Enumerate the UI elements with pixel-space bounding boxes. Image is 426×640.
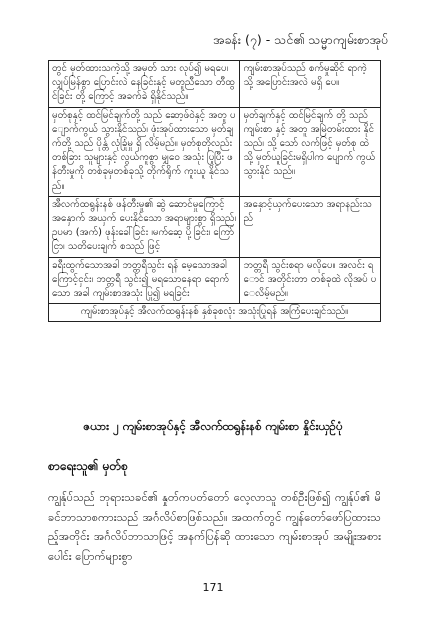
table-row: [49, 257, 381, 304]
page-number: 171: [202, 581, 224, 594]
table-footer-note: ကျမ်းစာအုပ်နှင့် အီလက်ထရွန်းနစ် နှစ်ခုစလုံး အသုံးပြုရန် အကြံပေးချင်သည်။: [49, 304, 381, 322]
comparison-table: [48, 60, 381, 322]
table-row: [49, 61, 381, 108]
table-cell-electronic: ကျမ်းစာအုပ်သည် စက်မှုဆိုင် ရာကဲ့ သို့ အပြောင်းအလဲ မရှိ ပေ။: [240, 61, 381, 108]
table-cell-print: တွင် မှတ်ထားသကဲ့သို့ အမှတ် သား လုပ်၍ မရပေ၊ လျှပ်မြန်စွာ ပြောင်းလဲ နေခြင်းနှင့် မတူညီသော တီထွင်ခြင်း တို့ ကြောင့် အခက်ခဲ ရှိနိုင်သည်။: [49, 61, 240, 108]
table-footer-row: [49, 304, 381, 322]
table-caption: ဇယား ၂ ကျမ်းစာအုပ်နှင့် အီလက်ထရွန်းနစ် ကျမ်းစာ နှိုင်းယှဉ်ပုံ: [83, 419, 343, 433]
body-paragraph: ကျွန်ုပ်သည် ဘုရားသခင်၏ နှုတ်ကပတ်တော် လေ့လာသူ တစ်ဦးဖြစ်၍ ကျွန်ုပ်၏ မိခင်ဘာသာစကားသည် အင်္ဂလိပ်စာဖြစ်သည်။ အထက်တွင် ကျွန်တော်ဖော်ပြထားသည့်အတိုင်း အင်္ဂလိပ်ဘာသာဖြင့် အနက်ပြန်ဆို ထားသော ကျမ်းစာအုပ် အမျိုးအစားပေါင်း ပြောက်များစွာ: [48, 491, 381, 563]
table-cell-electronic: အနှောင့်ယှက်ပေးသော အရာနည်းသည်: [240, 196, 381, 257]
table-cell-electronic: မှတ်ချက်နှင့် ထင်မြင်ချက် တို့ သည် ကျမ်းစာ နှင့် အတူ အမြဲတမ်းထား နိုင်သည်၊ သို့ သော် လက်ဖြင့် မှတ်စု ထဲ သို့ မှတ်ယူခြင်းမရှိပါက ပျောက် ကွယ်သွားနိုင် သည်။: [240, 107, 381, 196]
table-cell-print: ခရီးထွက်သောအခါ ဘတ္တရီသွင်း ရန် မေ့သောအခါကြောင့်ငှင်း၊ ဘတ္တရီ သွင်း၍ မရသောနေရာ ရောက်သော အခါ ကျမ်းစာအသုံး ပြု၍ မရခြင်း: [49, 257, 240, 304]
table-row: [49, 107, 381, 196]
section-title: စာရေးသူ၏ မှတ်စု: [48, 459, 128, 473]
table-row: [49, 196, 381, 257]
table-cell-electronic: ဘတ္တရီ သွင်းစရာ မလိုပေ။ အလင်း ရောင် အတိုင်းတာ တစ်ခုထဲ လိုအပ် ပေလိမ့်မည်။: [240, 257, 381, 304]
running-header: အခန်း (၇) - သင်၏ သမ္မာကျမ်းစာအုပ်: [212, 32, 388, 47]
table-cell-print: အီလက်ထရွန်းနစ် ဖန်တီးမှု၏ ဆွဲ ဆောင်မှုကြောင့် အနှောက် အယှက် ပေးနိုင်သော အရာများစွာ ရှိသည်၊ ဥပမာ (အက်) ဖုန်းခေါ်ခြင်း ၊မက်ဆေ့ ပို့ခြင်း၊ ကြော်ငြာ၊ သတိပေးချက် စသည် ဖြင့်: [49, 196, 240, 257]
table-cell-print: မှတ်စုနှင့် ထင်မြင်ချက်တို့ သည် ဆော့ဖ်ဝဲနှင့် အတူ ပျောက်ကွယ် သွားနိုင်သည်၊ ဖုံးအုပ်ထားသော မှတ်ချက်တို့ သည် ပိုန္တ် လုံခြုံမှု ရှိ လိမ့်မည်။ မှတ်စုတိုလည်း တစ်ခြား သူများနှင့် လွယ်ကူစွာ မျှဝေ အသုံး ပြုပြီး ဖန်တီးမှုကို တစ်ခုမှတစ်ခုသို့ တိုက်ရိုက် ကူးယူ နိုင်သည်။: [49, 107, 240, 196]
